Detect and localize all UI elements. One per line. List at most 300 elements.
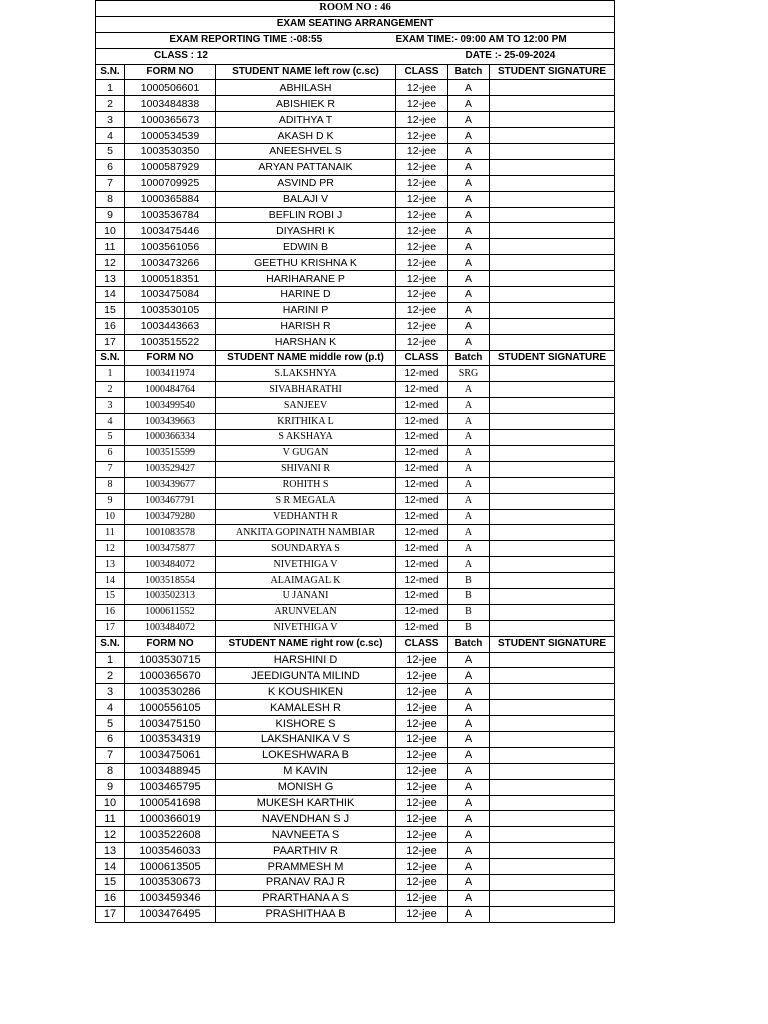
batch-cell: A (448, 223, 490, 239)
batch-cell: A (448, 414, 490, 430)
table-row (96, 620, 615, 636)
form-number: 1003530673 (125, 874, 216, 890)
batch-cell: A (448, 716, 490, 732)
serial-number: 10 (96, 509, 125, 525)
header-batch: Batch (448, 64, 490, 80)
student-name: ANKITA GOPINATH NAMBIAR (216, 525, 396, 541)
table-row (96, 811, 615, 827)
room-number: ROOM NO : 46 (96, 1, 615, 17)
form-number: 1003475061 (125, 747, 216, 763)
batch-cell: A (448, 398, 490, 414)
class-cell: 12-jee (396, 128, 448, 144)
form-number: 1000518351 (125, 271, 216, 287)
signature-cell[interactable] (490, 525, 615, 541)
signature-cell[interactable] (490, 255, 615, 271)
student-name: ASVIND PR (216, 175, 396, 191)
student-name: NIVETHIGA V (216, 557, 396, 573)
table-row (96, 271, 615, 287)
signature-cell[interactable] (490, 445, 615, 461)
class-cell: 12-jee (396, 80, 448, 96)
class-cell: 12-jee (396, 906, 448, 922)
batch-cell: A (448, 287, 490, 303)
class-cell: 12-jee (396, 334, 448, 350)
signature-cell[interactable] (490, 271, 615, 287)
form-number: 1000366019 (125, 811, 216, 827)
form-number: 1003534319 (125, 731, 216, 747)
table-row (96, 716, 615, 732)
table-row (96, 509, 615, 525)
header-student-name: STUDENT NAME left row (c.sc) (216, 64, 396, 80)
signature-cell[interactable] (490, 859, 615, 875)
form-number: 1003546033 (125, 843, 216, 859)
student-name: PRARTHANA A S (216, 890, 396, 906)
batch-cell: A (448, 255, 490, 271)
student-name: PAARTHIV R (216, 843, 396, 859)
student-name: GEETHU KRISHNA K (216, 255, 396, 271)
class-cell: 12-jee (396, 207, 448, 223)
serial-number: 4 (96, 414, 125, 430)
serial-number: 11 (96, 525, 125, 541)
table-row (96, 795, 615, 811)
serial-number: 7 (96, 461, 125, 477)
class-cell: 12-jee (396, 96, 448, 112)
signature-cell[interactable] (490, 811, 615, 827)
form-number: 1000613505 (125, 859, 216, 875)
form-number: 1003475150 (125, 716, 216, 732)
class-cell: 12-jee (396, 747, 448, 763)
class-cell: 12-jee (396, 191, 448, 207)
class-cell: 12-med (396, 398, 448, 414)
serial-number: 13 (96, 843, 125, 859)
signature-cell[interactable] (490, 906, 615, 922)
table-row (96, 890, 615, 906)
class-cell: 12-med (396, 477, 448, 493)
class-cell: 12-jee (396, 255, 448, 271)
student-name: JEEDIGUNTA MILIND (216, 668, 396, 684)
signature-cell[interactable] (490, 700, 615, 716)
class-cell: 12-jee (396, 843, 448, 859)
signature-cell[interactable] (490, 461, 615, 477)
table-row (96, 144, 615, 160)
form-number: 1003518554 (125, 573, 216, 589)
student-name: AKASH D K (216, 128, 396, 144)
table-row (96, 255, 615, 271)
batch-cell: A (448, 859, 490, 875)
student-name: S AKSHAYA (216, 430, 396, 446)
table-row (96, 747, 615, 763)
form-number: 1003561056 (125, 239, 216, 255)
student-name: HARSHAN K (216, 334, 396, 350)
class-cell: 12-med (396, 525, 448, 541)
table-row (96, 573, 615, 589)
batch-cell: A (448, 731, 490, 747)
class-cell: 12-jee (396, 112, 448, 128)
serial-number: 14 (96, 573, 125, 589)
form-number: 1003515522 (125, 334, 216, 350)
signature-cell[interactable] (490, 477, 615, 493)
form-number: 1003475446 (125, 223, 216, 239)
batch-cell: SRG (448, 366, 490, 382)
signature-cell[interactable] (490, 96, 615, 112)
batch-cell: A (448, 525, 490, 541)
signature-cell[interactable] (490, 843, 615, 859)
form-number: 1000484764 (125, 382, 216, 398)
student-name: MONISH G (216, 779, 396, 795)
table-row (96, 287, 615, 303)
serial-number: 7 (96, 747, 125, 763)
table-row (96, 366, 615, 382)
student-name: ALAIMAGAL K (216, 573, 396, 589)
batch-cell: A (448, 80, 490, 96)
serial-number: 3 (96, 684, 125, 700)
batch-cell: A (448, 430, 490, 446)
section-header-left (96, 64, 615, 80)
serial-number: 12 (96, 255, 125, 271)
signature-cell[interactable] (490, 620, 615, 636)
table-row (96, 239, 615, 255)
student-name: ABISHIEK R (216, 96, 396, 112)
batch-cell: B (448, 573, 490, 589)
form-number: 1003459346 (125, 890, 216, 906)
signature-cell[interactable] (490, 890, 615, 906)
student-name: BEFLIN ROBI J (216, 207, 396, 223)
serial-number: 17 (96, 620, 125, 636)
class-cell: 12-jee (396, 684, 448, 700)
table-row (96, 493, 615, 509)
signature-cell[interactable] (490, 684, 615, 700)
batch-cell: A (448, 461, 490, 477)
form-number: 1003536784 (125, 207, 216, 223)
signature-cell[interactable] (490, 652, 615, 668)
class-cell: 12-jee (396, 144, 448, 160)
signature-cell[interactable] (490, 716, 615, 732)
signature-cell[interactable] (490, 318, 615, 334)
form-number: 1000611552 (125, 604, 216, 620)
header-student-name: STUDENT NAME right row (c.sc) (216, 636, 396, 652)
signature-cell[interactable] (490, 509, 615, 525)
signature-cell[interactable] (490, 223, 615, 239)
signature-cell[interactable] (490, 128, 615, 144)
header-sn: S.N. (96, 636, 125, 652)
batch-cell: A (448, 477, 490, 493)
class-cell: 12-med (396, 604, 448, 620)
table-row (96, 175, 615, 191)
signature-cell[interactable] (490, 604, 615, 620)
student-name: PRAMMESH M (216, 859, 396, 875)
serial-number: 8 (96, 763, 125, 779)
table-row (96, 541, 615, 557)
reporting-time: EXAM REPORTING TIME :-08:55 (96, 32, 396, 48)
table-row (96, 112, 615, 128)
form-number: 1001083578 (125, 525, 216, 541)
table-row (96, 588, 615, 604)
batch-cell: A (448, 191, 490, 207)
student-name: VEDHANTH R (216, 509, 396, 525)
class-cell: 12-jee (396, 811, 448, 827)
student-name: SANJEEV (216, 398, 396, 414)
class-cell: 12-jee (396, 716, 448, 732)
table-row (96, 668, 615, 684)
batch-cell: A (448, 684, 490, 700)
signature-cell[interactable] (490, 541, 615, 557)
header-class: CLASS (396, 64, 448, 80)
table-row (96, 827, 615, 843)
student-name: ABHILASH (216, 80, 396, 96)
sheet-title: EXAM SEATING ARRANGEMENT (96, 16, 615, 32)
serial-number: 13 (96, 271, 125, 287)
form-number: 1003473266 (125, 255, 216, 271)
batch-cell: A (448, 112, 490, 128)
signature-cell[interactable] (490, 430, 615, 446)
form-number: 1003488945 (125, 763, 216, 779)
class-cell: 12-med (396, 541, 448, 557)
serial-number: 5 (96, 144, 125, 160)
student-name: BALAJI V (216, 191, 396, 207)
student-name: HARIHARANE P (216, 271, 396, 287)
class-cell: 12-jee (396, 779, 448, 795)
student-name: EDWIN B (216, 239, 396, 255)
serial-number: 8 (96, 191, 125, 207)
table-row (96, 779, 615, 795)
form-number: 1003443663 (125, 318, 216, 334)
form-number: 1003484072 (125, 557, 216, 573)
batch-cell: A (448, 779, 490, 795)
batch-cell: A (448, 159, 490, 175)
signature-cell[interactable] (490, 382, 615, 398)
form-number: 1003530105 (125, 302, 216, 318)
signature-cell[interactable] (490, 573, 615, 589)
table-row (96, 557, 615, 573)
signature-cell[interactable] (490, 731, 615, 747)
student-name: PRASHITHAA B (216, 906, 396, 922)
form-number: 1003530715 (125, 652, 216, 668)
form-number: 1000366334 (125, 430, 216, 446)
student-name: V GUGAN (216, 445, 396, 461)
table-row (96, 318, 615, 334)
class-cell: 12-med (396, 366, 448, 382)
signature-cell[interactable] (490, 80, 615, 96)
signature-cell[interactable] (490, 747, 615, 763)
table-row (96, 80, 615, 96)
serial-number: 1 (96, 80, 125, 96)
student-name: HARINI P (216, 302, 396, 318)
batch-cell: A (448, 509, 490, 525)
form-number: 1000587929 (125, 159, 216, 175)
seating-table (95, 0, 615, 923)
class-cell: 12-jee (396, 159, 448, 175)
table-row (96, 843, 615, 859)
batch-cell: A (448, 207, 490, 223)
signature-cell[interactable] (490, 827, 615, 843)
student-name: S R MEGALA (216, 493, 396, 509)
serial-number: 15 (96, 302, 125, 318)
table-row (96, 874, 615, 890)
signature-cell[interactable] (490, 287, 615, 303)
serial-number: 5 (96, 716, 125, 732)
batch-cell: A (448, 128, 490, 144)
batch-cell: A (448, 318, 490, 334)
table-row (96, 652, 615, 668)
date-label: DATE :- 25-09-2024 (396, 48, 615, 64)
student-name: PRANAV RAJ R (216, 874, 396, 890)
form-number: 1003479280 (125, 509, 216, 525)
serial-number: 12 (96, 541, 125, 557)
batch-cell: A (448, 96, 490, 112)
serial-number: 10 (96, 223, 125, 239)
student-name: ARYAN PATTANAIK (216, 159, 396, 175)
class-cell: 12-jee (396, 827, 448, 843)
header-form-no: FORM NO (125, 636, 216, 652)
signature-cell[interactable] (490, 239, 615, 255)
table-row (96, 700, 615, 716)
table-row (96, 525, 615, 541)
class-cell: 12-jee (396, 700, 448, 716)
class-cell: 12-jee (396, 239, 448, 255)
form-number: 1003522608 (125, 827, 216, 843)
section-header-middle (96, 350, 615, 366)
serial-number: 7 (96, 175, 125, 191)
form-number: 1000506601 (125, 80, 216, 96)
class-cell: 12-jee (396, 731, 448, 747)
signature-cell[interactable] (490, 763, 615, 779)
header-sn: S.N. (96, 64, 125, 80)
class-cell: 12-jee (396, 874, 448, 890)
batch-cell: A (448, 334, 490, 350)
table-row (96, 604, 615, 620)
serial-number: 9 (96, 779, 125, 795)
batch-cell: A (448, 747, 490, 763)
batch-cell: A (448, 557, 490, 573)
serial-number: 3 (96, 112, 125, 128)
class-cell: 12-jee (396, 223, 448, 239)
student-name: KRITHIKA L (216, 414, 396, 430)
signature-cell[interactable] (490, 588, 615, 604)
table-row (96, 223, 615, 239)
class-cell: 12-med (396, 414, 448, 430)
signature-cell[interactable] (490, 779, 615, 795)
header-batch: Batch (448, 350, 490, 366)
exam-time: EXAM TIME:- 09:00 AM TO 12:00 PM (396, 32, 615, 48)
table-row (96, 207, 615, 223)
student-name: KAMALESH R (216, 700, 396, 716)
class-cell: 12-jee (396, 668, 448, 684)
signature-cell[interactable] (490, 112, 615, 128)
serial-number: 9 (96, 207, 125, 223)
header-sn: S.N. (96, 350, 125, 366)
batch-cell: A (448, 144, 490, 160)
class-cell: 12-med (396, 382, 448, 398)
table-row (96, 430, 615, 446)
batch-cell: A (448, 175, 490, 191)
serial-number: 16 (96, 604, 125, 620)
form-number: 1003499540 (125, 398, 216, 414)
signature-cell[interactable] (490, 398, 615, 414)
student-name: NAVNEETA S (216, 827, 396, 843)
class-cell: 12-med (396, 588, 448, 604)
student-name: KISHORE S (216, 716, 396, 732)
header-form-no: FORM NO (125, 350, 216, 366)
header-class: CLASS (396, 350, 448, 366)
form-number: 1003475877 (125, 541, 216, 557)
serial-number: 8 (96, 477, 125, 493)
class-cell: 12-med (396, 557, 448, 573)
serial-number: 10 (96, 795, 125, 811)
signature-cell[interactable] (490, 795, 615, 811)
student-name: MUKESH KARTHIK (216, 795, 396, 811)
batch-cell: A (448, 668, 490, 684)
batch-cell: A (448, 541, 490, 557)
form-number: 1000541698 (125, 795, 216, 811)
table-row (96, 906, 615, 922)
class-cell: 12-jee (396, 652, 448, 668)
class-cell: 12-jee (396, 175, 448, 191)
batch-cell: A (448, 302, 490, 318)
student-name: HARSHINI D (216, 652, 396, 668)
form-number: 1000365673 (125, 112, 216, 128)
serial-number: 1 (96, 652, 125, 668)
student-name: SOUNDARYA S (216, 541, 396, 557)
batch-cell: B (448, 588, 490, 604)
class-cell: 12-med (396, 445, 448, 461)
signature-cell[interactable] (490, 874, 615, 890)
signature-cell[interactable] (490, 668, 615, 684)
signature-cell[interactable] (490, 302, 615, 318)
signature-cell[interactable] (490, 414, 615, 430)
student-name: LAKSHANIKA V S (216, 731, 396, 747)
class-cell: 12-jee (396, 318, 448, 334)
class-cell: 12-jee (396, 795, 448, 811)
form-number: 1003476495 (125, 906, 216, 922)
batch-cell: A (448, 652, 490, 668)
student-name: ANEESHVEL S (216, 144, 396, 160)
batch-cell: B (448, 604, 490, 620)
signature-cell[interactable] (490, 191, 615, 207)
form-number: 1003529427 (125, 461, 216, 477)
header-student-name: STUDENT NAME middle row (p.t) (216, 350, 396, 366)
serial-number: 17 (96, 334, 125, 350)
signature-cell[interactable] (490, 557, 615, 573)
student-name: NAVENDHAN S J (216, 811, 396, 827)
form-number: 1003465795 (125, 779, 216, 795)
batch-cell: A (448, 700, 490, 716)
signature-cell[interactable] (490, 175, 615, 191)
class-cell: 12-med (396, 509, 448, 525)
serial-number: 6 (96, 731, 125, 747)
table-row (96, 159, 615, 175)
signature-cell[interactable] (490, 334, 615, 350)
student-name: M KAVIN (216, 763, 396, 779)
header-form-no: FORM NO (125, 64, 216, 80)
student-name: ADITHYA T (216, 112, 396, 128)
batch-cell: A (448, 874, 490, 890)
student-name: NIVETHIGA V (216, 620, 396, 636)
form-number: 1000556105 (125, 700, 216, 716)
serial-number: 3 (96, 398, 125, 414)
signature-cell[interactable] (490, 366, 615, 382)
table-row (96, 763, 615, 779)
form-number: 1003502313 (125, 588, 216, 604)
serial-number: 2 (96, 96, 125, 112)
serial-number: 14 (96, 859, 125, 875)
signature-cell[interactable] (490, 159, 615, 175)
table-row (96, 684, 615, 700)
serial-number: 17 (96, 906, 125, 922)
signature-cell[interactable] (490, 207, 615, 223)
signature-cell[interactable] (490, 493, 615, 509)
signature-cell[interactable] (490, 144, 615, 160)
class-cell: 12-jee (396, 763, 448, 779)
serial-number: 6 (96, 159, 125, 175)
